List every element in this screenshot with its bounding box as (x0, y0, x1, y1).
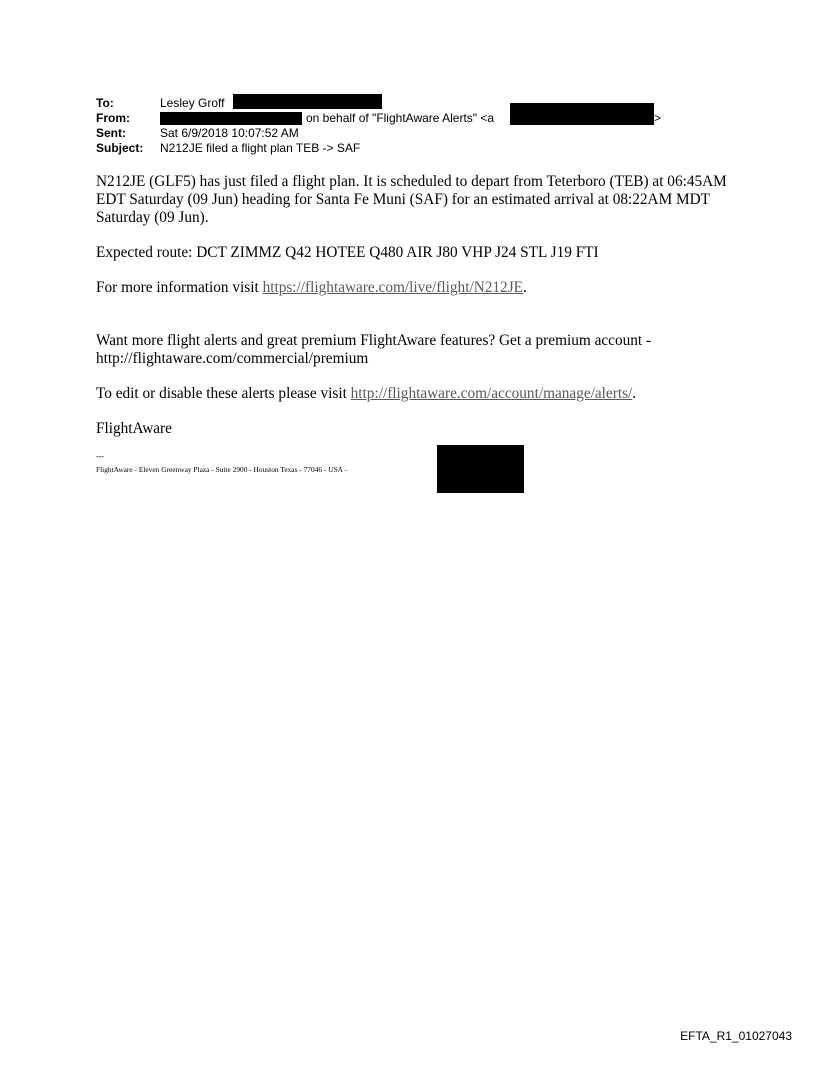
more-info-paragraph (96, 279, 736, 297)
redaction-box (437, 445, 524, 493)
subject-row (96, 141, 716, 156)
redaction-box (233, 94, 382, 109)
flight-plan-paragraph: N212JE (GLF5) has just filed a flight plan. It is scheduled to depart from Teterboro (TEB) at 06:45AM EDT Saturday (09 Jun) heading for Santa Fe Muni (SAF) for an estimated arrival at 08:22AM MDT Saturday (09 Jun). (96, 173, 727, 226)
footer-separator: --- (96, 452, 104, 461)
redaction-box (160, 112, 302, 125)
to-value: Lesley Groff (160, 96, 225, 110)
sent-value: Sat 6/9/2018 10:07:52 AM (160, 126, 299, 140)
email-body (96, 173, 736, 438)
from-value: on behalf of "FlightAware Alerts" <a (306, 111, 495, 125)
redaction-box (510, 103, 654, 125)
from-label: From: (96, 111, 130, 125)
footer-address: FlightAware - Eleven Greenway Plaza - Suite 2900 - Houston Texas - 77046 - USA - (96, 465, 347, 474)
subject-value: N212JE filed a flight plan TEB -> SAF (160, 141, 361, 155)
sent-label: Sent: (96, 126, 126, 140)
more-info-prefix: For more information visit (96, 279, 263, 296)
route-paragraph: Expected route: DCT ZIMMZ Q42 HOTEE Q480 AIR J80 VHP J24 STL J19 FTI (96, 244, 599, 261)
document-id: EFTA_R1_01027043 (680, 1029, 792, 1043)
manage-alerts-link[interactable]: http://flightaware.com/account/manage/alerts/ (350, 385, 633, 402)
email-header (96, 96, 716, 156)
edit-alerts-paragraph (96, 385, 736, 403)
signature: FlightAware (96, 420, 172, 437)
flight-link[interactable]: https://flightaware.com/live/flight/N212JE (262, 279, 523, 296)
subject-label: Subject: (96, 141, 144, 155)
from-close-bracket: > (654, 111, 662, 125)
from-row (96, 111, 716, 126)
sent-row (96, 126, 716, 141)
to-label: To: (96, 96, 114, 110)
edit-alerts-prefix: To edit or disable these alerts please visit (96, 385, 351, 402)
edit-alerts-suffix: . (632, 385, 637, 402)
premium-paragraph: Want more flight alerts and great premium FlightAware features? Get a premium account - http://flightaware.com/commercial/premium (96, 332, 652, 367)
more-info-suffix: . (523, 279, 527, 296)
